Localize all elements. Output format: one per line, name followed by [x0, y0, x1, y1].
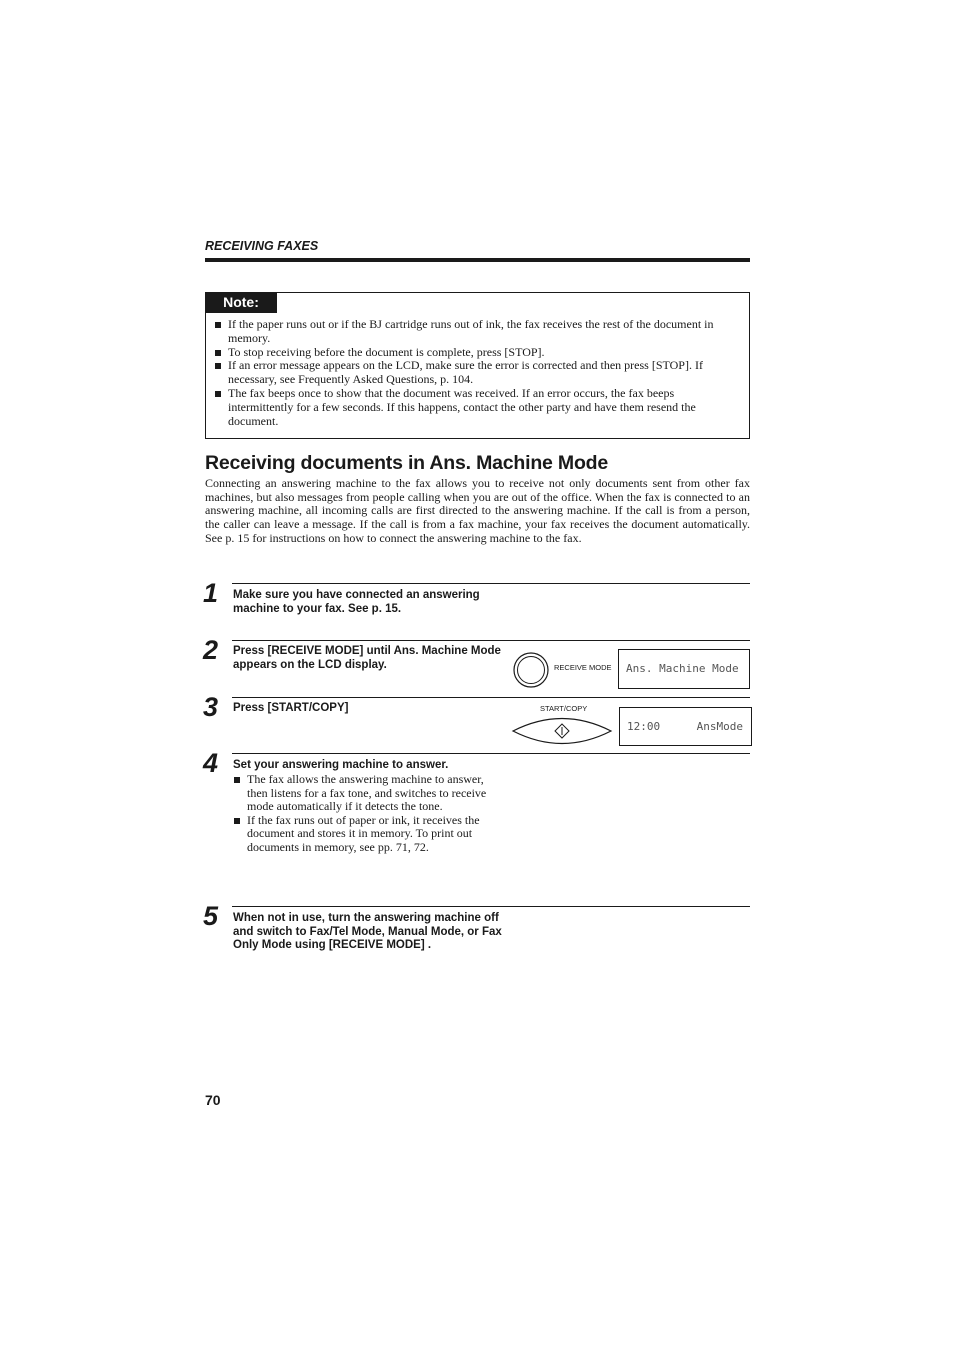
note-label: Note: [205, 292, 277, 313]
note-list [214, 318, 740, 428]
start-copy-label: START/COPY [540, 704, 588, 713]
lcd-1-text: Ans. Machine Mode [626, 662, 739, 675]
step-5-rule [232, 906, 750, 907]
step-3-number: 3 [203, 692, 219, 722]
step-2-rule [232, 640, 750, 641]
step-5-number: 5 [203, 901, 219, 931]
note-item: The fax beeps once to show that the document was received. If an error occurs, the fax beeps intermittently for a few seconds. If this happens, contact the other party and have them resend the document. [214, 387, 740, 428]
step-4-bullet: The fax allows the answering machine to answer, then listens for a fax tone, and switches to receive mode automatically if it detects the tone. [233, 773, 498, 814]
receive-mode-button-icon [512, 651, 550, 689]
page-number: 70 [205, 1092, 221, 1108]
intro-paragraph: Connecting an answering machine to the fax allows you to receive not only documents sent from other fax machines, but also messages from people calling when you are out of the office. When the fax is connected to an answering machine, all incoming calls are first directed to the answering machine. If the call is from a person, the caller can leave a message. If the call is from a fax machine, your fax receives the document automatically. See p. 15 for instructions on how to connect the answering machine to the fax. [205, 476, 750, 545]
lcd-2-time: 12:00 [627, 720, 661, 733]
step-2-text: Press [RECEIVE MODE] until Ans. Machine Mode appears on the LCD display. [233, 645, 501, 671]
step-4-list [233, 773, 498, 855]
header-rule [205, 258, 750, 262]
step-4-number: 4 [203, 748, 219, 778]
step-1-text: Make sure you have connected an answering machine to your fax. See p. 15. [233, 589, 480, 615]
step-1-rule [232, 583, 750, 584]
step-4-text: Set your answering machine to answer. [233, 759, 449, 771]
step-2-number: 2 [203, 635, 219, 665]
note-item: If the paper runs out or if the BJ cartridge runs out of ink, the fax receives the rest of the document in memory. [214, 318, 740, 346]
lcd-display-2 [619, 707, 752, 746]
step-4-bullet: If the fax runs out of paper or ink, it receives the document and stores it in memory. To print out documents in memory, see pp. 71, 72. [233, 814, 498, 855]
note-item: If an error message appears on the LCD, make sure the error is corrected and then press [STOP]. If necessary, see Frequently Asked Questions, p. 104. [214, 359, 740, 387]
section-title: Receiving documents in Ans. Machine Mode [205, 452, 609, 474]
lcd-2-mode: AnsMode [696, 720, 743, 733]
lcd-display-1 [618, 649, 750, 689]
start-copy-button-icon [511, 716, 613, 746]
step-3-text: Press [START/COPY] [233, 702, 349, 714]
step-4-rule [232, 753, 750, 754]
step-3-rule [232, 697, 750, 698]
step-1-number: 1 [203, 578, 219, 608]
section-header: RECEIVING FAXES [205, 239, 319, 253]
receive-mode-label: RECEIVE MODE [554, 663, 612, 672]
step-5-text: When not in use, turn the answering machine off and switch to Fax/Tel Mode, Manual Mode, or Fax Only Mode using [RECEIVE MODE] . [233, 912, 502, 952]
note-item: To stop receiving before the document is complete, press [STOP]. [214, 346, 740, 360]
